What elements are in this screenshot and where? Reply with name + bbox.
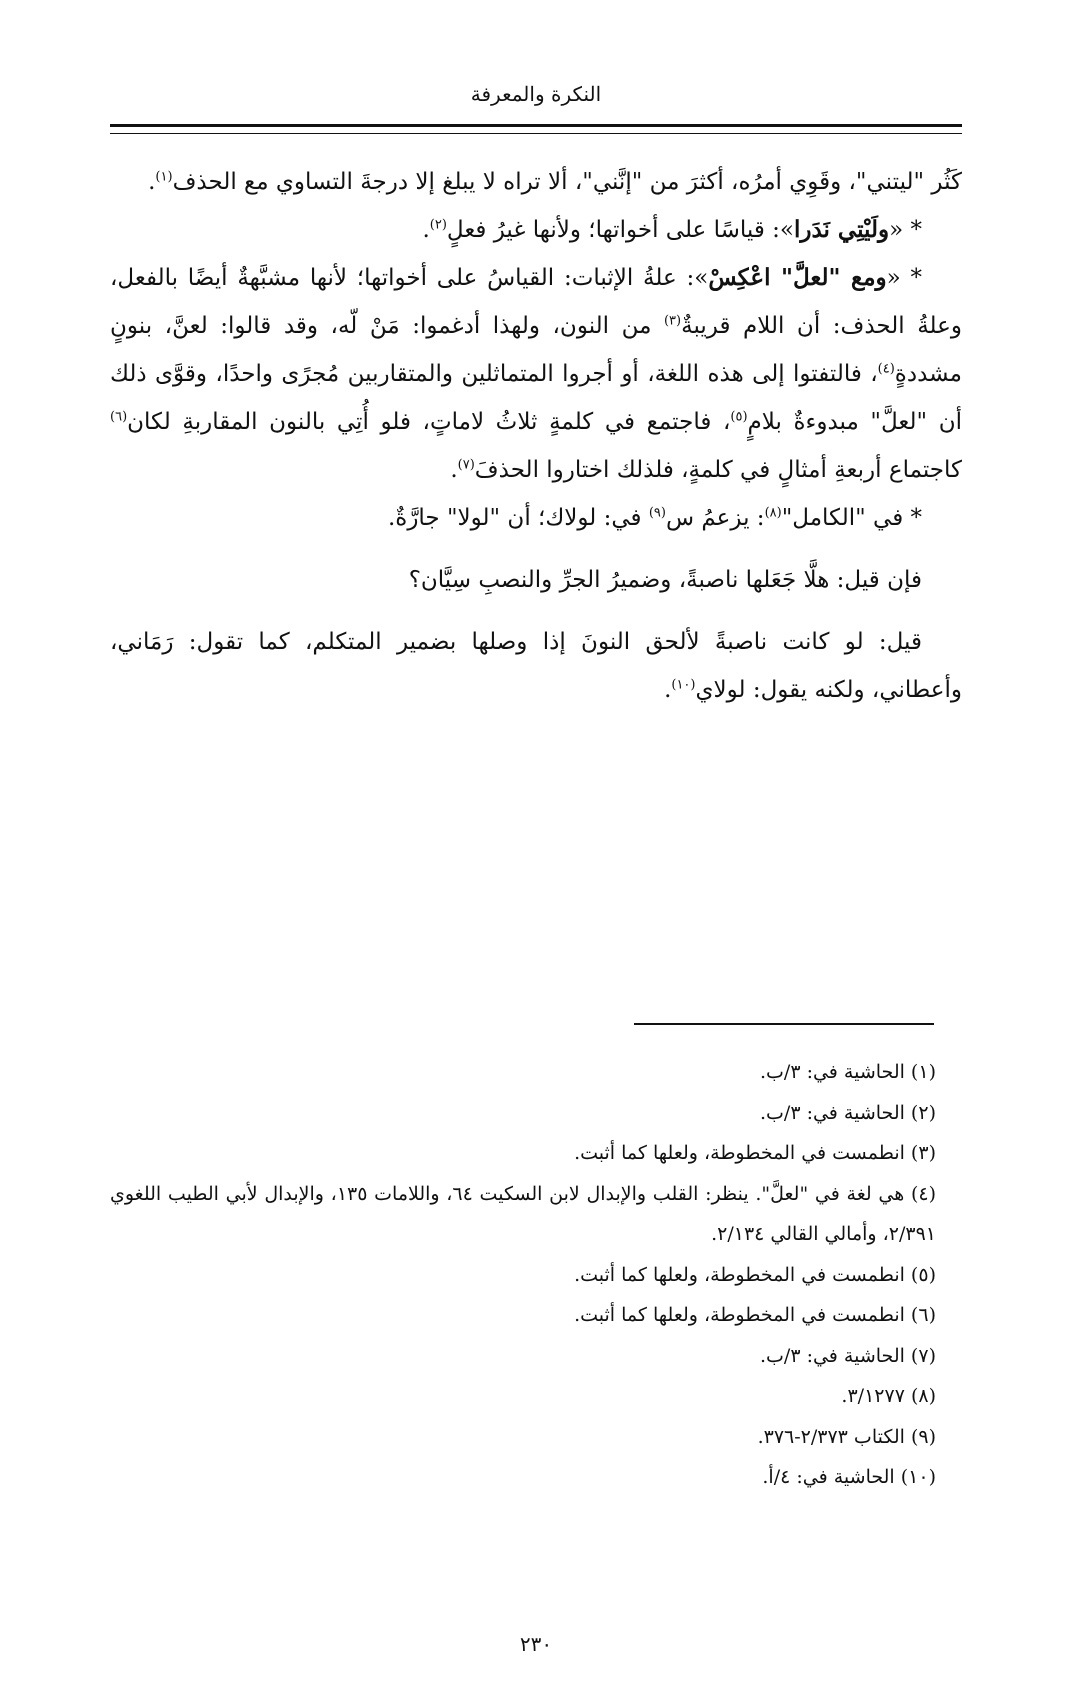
main-text (110, 158, 962, 714)
header-rule-thick (110, 124, 962, 127)
paragraph-3-text-5: كاجتماع أربعةِ أمثالٍ في كلمةٍ، فلذلك اختاروا الحذفَ (474, 457, 962, 483)
footnote-ref-8: (٨) (764, 505, 782, 521)
paragraph-3-text-3: ، فالتفتوا إلى هذه اللغة، أو أجروا المتماثلين والمتقاربين مُجرًى واحدًا، وقوَّى ذلك أن "لعلَّ" مبدوءةٌ بلامٍ (110, 361, 962, 435)
footnote-9: (٩) الكتاب ٢/٣٧٣-٣٧٦. (757, 1425, 936, 1448)
paragraph-3-end: . (450, 457, 458, 483)
running-header: النكرة والمعرفة (470, 82, 602, 106)
footnote-1: (١) الحاشية في: ٣/ب. (759, 1061, 936, 1083)
footnote-ref-10: (١٠) (671, 677, 696, 693)
footnote-3: (٣) انطمست في المخطوطة، ولعلها كما أثبت. (574, 1142, 936, 1164)
footnote-10: (١٠) الحاشية في: ٤/أ. (762, 1466, 936, 1488)
paragraph-6-end: . (664, 677, 672, 703)
footnote-ref-1: (١) (155, 169, 173, 185)
paragraph-3-text-4: ، فاجتمع في كلمةٍ ثلاثُ لاماتٍ، فلو أُتِي بالنون المقاربةِ لكان (127, 409, 731, 435)
footnote-ref-9: (٩) (648, 505, 666, 521)
footnote-8: (٨) ٣/١٢٧٧. (841, 1385, 936, 1407)
footnote-ref-2: (٢) (429, 217, 447, 233)
paragraph-3-text-2: من النون، ولهذا أدغموا: مَنْ لّه، وقد قالوا: لعنَّ، بنونٍ مشددةٍ (110, 313, 962, 387)
paragraph-1-end: . (148, 169, 156, 195)
footnote-ref-4: (٤) (877, 361, 895, 377)
paragraph-4-text-2: : يزعمُ س (665, 505, 765, 531)
footnote-ref-5: (٥) (730, 409, 748, 425)
paragraph-5: فإن قيل: هلَّا جَعَلها ناصبةً، وضميرُ الجرِّ والنصبِ سِيَّان؟ (408, 567, 922, 593)
footnote-6: (٦) انطمست في المخطوطة، ولعلها كما أثبت. (574, 1304, 936, 1326)
footnote-4: (٤) هي لغة في "لعلَّ". ينظر: القلب والإبدال لابن السكيت ٦٤، واللامات ١٣٥، والإبدال لأبي الطيب اللغوي ٢/٣٩١، وأمالي القالي ٢/١٣٤. (110, 1182, 936, 1245)
paragraph-6-text: قيل: لو كانت ناصبةً لألحق النونَ إذا وصلها بضمير المتكلم، كما تقول: رَمَاني، وأعطاني، ولكنه يقول: لولاي (110, 629, 962, 703)
paragraph-3 (110, 254, 962, 494)
footnotes (110, 1052, 936, 1498)
paragraph-4-text-3: في: لولاك؛ أن "لولا" جارَّةٌ. (387, 505, 649, 531)
paragraph-2-prefix: * « (889, 217, 922, 243)
paragraph-2-text: »: قياسًا على أخواتها؛ ولأنها غيرُ فعلٍ (446, 217, 794, 243)
paragraph-1 (110, 158, 962, 206)
paragraph-3-prefix: * « (886, 265, 922, 291)
footnote-separator (634, 1023, 934, 1025)
header-rule-thin (110, 133, 962, 134)
paragraph-4-text-1: * في "الكامل" (781, 505, 922, 531)
footnote-2: (٢) الحاشية في: ٣/ب. (759, 1101, 936, 1124)
paragraph-4 (110, 494, 962, 542)
paragraph-2-end: . (422, 217, 430, 243)
footnote-5: (٥) انطمست في المخطوطة، ولعلها كما أثبت. (574, 1263, 936, 1286)
paragraph-1-text: كَثُر "ليتني"، وقَوِي أمرُه، أكثرَ من "إنَّني"، ألا تراه لا يبلغ إلا درجةَ التساوي مع الحذف (172, 169, 962, 195)
verse-quote-3: ومع "لعلَّ" اعْكِسْ (708, 264, 887, 291)
page-number: ٢٣٠ (519, 1632, 553, 1656)
footnote-ref-6: (٦) (110, 409, 128, 425)
paragraph-6 (110, 618, 962, 714)
footnote-ref-7: (٧) (457, 457, 475, 473)
paragraph-2 (110, 206, 962, 254)
footnote-7: (٧) الحاشية في: ٣/ب. (759, 1344, 936, 1367)
footnote-ref-3: (٣) (663, 313, 682, 329)
paragraph-3-text-1: »: علةُ الإثبات: القياسُ على أخواتها؛ لأنها مشبَّهةٌ أيضًا بالفعل، وعلةُ الحذف: أن اللام قريبةٌ (110, 265, 962, 339)
verse-quote-2: ولَيْتِي نَدَرا (793, 216, 890, 243)
